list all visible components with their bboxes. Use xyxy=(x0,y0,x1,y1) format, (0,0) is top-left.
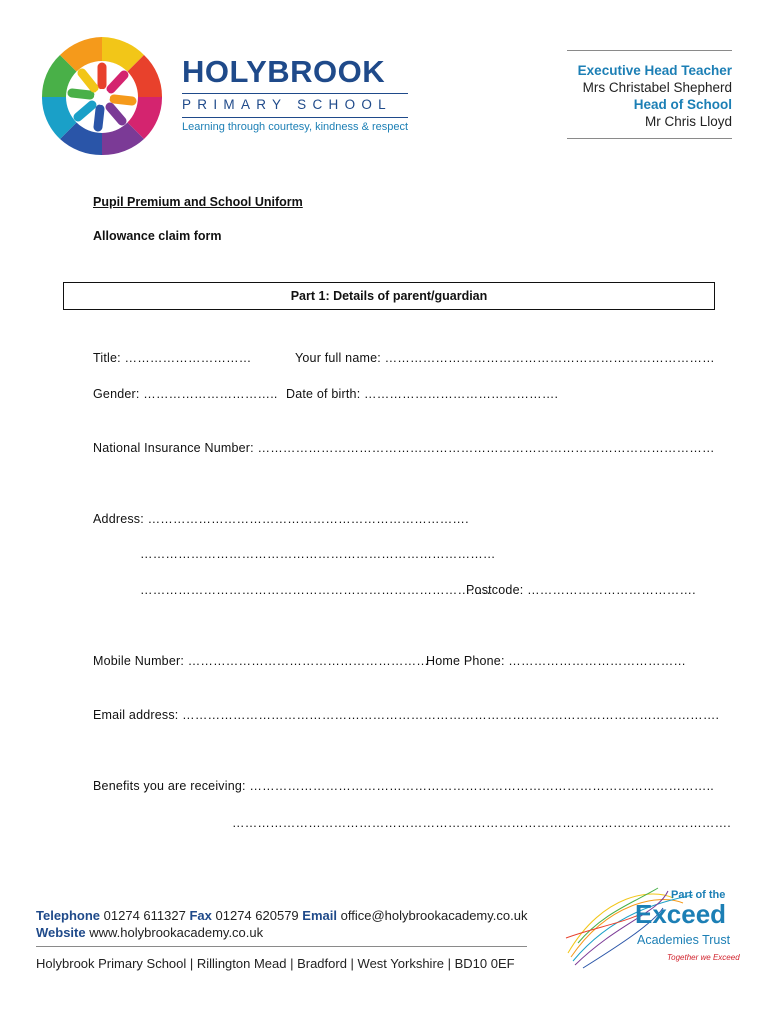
benefits-field[interactable]: Benefits you are receiving: ……………………………………………………………………………………………….. xyxy=(93,779,714,793)
title-field[interactable]: Title: ………………………… xyxy=(93,351,252,365)
holybrook-logo-icon xyxy=(36,36,168,158)
exec-head-label: Executive Head Teacher xyxy=(577,63,732,78)
website-line xyxy=(36,925,263,940)
divider xyxy=(567,138,732,139)
gender-field[interactable]: Gender: ………………………….. xyxy=(93,387,278,401)
head-of-school-label: Head of School xyxy=(633,97,732,112)
telephone-number: 01274 611327 xyxy=(103,908,186,923)
form-subtitle: Allowance claim form xyxy=(93,229,222,243)
full-name-field[interactable]: Your full name: …………………………………………………………………… xyxy=(295,351,715,365)
footer-website[interactable]: www.holybrookacademy.co.uk xyxy=(89,925,264,940)
address-line-2[interactable]: ………………………………………………………………………… xyxy=(140,547,496,561)
postcode-field[interactable]: Postcode: …………………………………. xyxy=(466,583,696,597)
trust-motto: Together we Exceed xyxy=(667,953,740,962)
date-of-birth-field[interactable]: Date of birth: ………………………………………. xyxy=(286,387,559,401)
email-address-field[interactable]: Email address: ………………………………………………………………………………………………………………. xyxy=(93,708,720,722)
address-line-3[interactable]: ……………………………………………………………………….. xyxy=(140,583,491,597)
mobile-number-field[interactable]: Mobile Number: ………………………………………………… xyxy=(93,654,429,668)
form-title: Pupil Premium and School Uniform xyxy=(93,195,303,209)
exec-head-name: Mrs Christabel Shepherd xyxy=(582,80,732,95)
website-label: Website xyxy=(36,925,86,940)
trust-name: Exceed xyxy=(635,899,727,929)
trust-part: Part of the xyxy=(671,889,726,901)
address-field[interactable]: Address: …………………………………………………………………. xyxy=(93,512,469,526)
school-tagline: Learning through courtesy, kindness & respect xyxy=(182,121,409,133)
footer-email[interactable]: office@holybrookacademy.co.uk xyxy=(340,908,528,923)
school-subtitle: PRIMARY SCHOOL xyxy=(182,97,392,112)
divider xyxy=(182,117,408,118)
head-of-school-name: Mr Chris Lloyd xyxy=(644,114,732,129)
divider xyxy=(182,93,408,94)
email-label: Email xyxy=(302,908,337,923)
school-name: HOLYBROOK xyxy=(182,54,386,89)
divider xyxy=(567,50,732,51)
benefits-line-2[interactable]: ………………………………………………………………………………………………………. xyxy=(232,816,731,830)
home-phone-field[interactable]: Home Phone: …………………………………… xyxy=(426,654,687,668)
trust-subtitle: Academies Trust xyxy=(637,933,731,947)
telephone-label: Telephone xyxy=(36,908,101,923)
fax-number: 01274 620579 xyxy=(215,908,299,923)
divider xyxy=(36,946,527,947)
footer-address: Holybrook Primary School | Rillington Mead | Bradford | West Yorkshire | BD10 0EF xyxy=(36,956,515,971)
part1-heading: Part 1: Details of parent/guardian xyxy=(290,289,488,303)
part1-heading-box xyxy=(63,282,715,310)
exceed-logo-icon xyxy=(563,883,743,973)
fax-label: Fax xyxy=(189,908,212,923)
national-insurance-field[interactable]: National Insurance Number: ……………………………………………………………………………………………… xyxy=(93,441,715,455)
contact-line xyxy=(36,908,527,923)
